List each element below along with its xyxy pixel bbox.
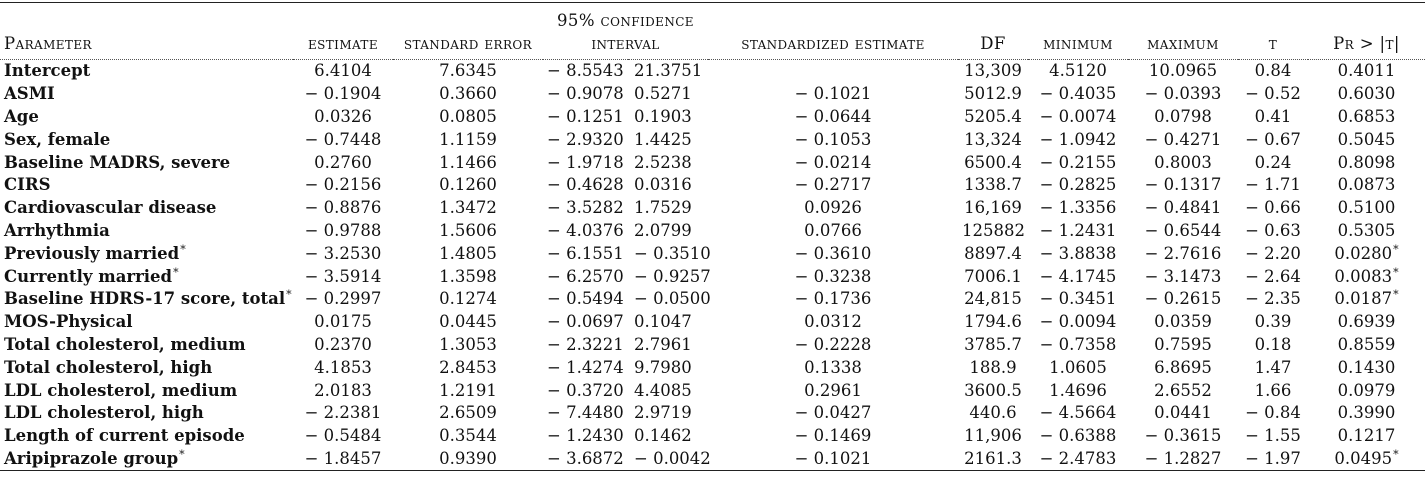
- cell-maximum: − 0.4841: [1144, 198, 1222, 218]
- cell-minimum: − 0.7358: [1039, 334, 1117, 354]
- cell-ci-upper: − 0.0500: [634, 289, 711, 309]
- cell-standardized-estimate: [708, 60, 958, 83]
- table-row: [0, 151, 1425, 174]
- cell-ci-upper: 1.4425: [634, 129, 692, 149]
- table-row: [0, 174, 1425, 197]
- cell-standardized-estimate: − 0.3610: [794, 243, 872, 263]
- cell-estimate: 6.4104: [314, 61, 372, 81]
- cell-t: − 1.71: [1245, 175, 1301, 195]
- cell-maximum: 0.0359: [1154, 312, 1212, 332]
- cell-p-value: [1308, 174, 1425, 197]
- cell-parameter: [0, 288, 293, 311]
- cell-standard-error: 2.8453: [439, 357, 497, 377]
- cell-standard-error: 1.3472: [439, 198, 497, 218]
- cell-ci-upper: 0.1903: [634, 106, 692, 126]
- parameter-label: Previously married: [4, 243, 180, 263]
- cell-p-value: [1308, 425, 1425, 448]
- cell-df: 16,169: [964, 198, 1022, 218]
- table-row: [0, 242, 1425, 265]
- cell-parameter: [0, 242, 293, 265]
- cell-standardized-estimate: − 0.0214: [794, 152, 872, 172]
- cell-estimate: − 0.7448: [304, 129, 382, 149]
- cell-t: − 0.66: [1245, 198, 1301, 218]
- significance-marker: *: [173, 265, 179, 279]
- cell-standardized-estimate: − 0.1736: [794, 289, 872, 309]
- cell-standardized-estimate: 0.2961: [804, 380, 862, 400]
- cell-minimum: − 2.4783: [1028, 448, 1128, 471]
- cell-ci-lower: − 0.9078: [547, 84, 624, 104]
- cell-df: 1338.7: [964, 175, 1022, 195]
- cell-t: 0.39: [1254, 312, 1292, 332]
- cell-estimate: − 0.2997: [304, 289, 382, 309]
- cell-parameter: [0, 106, 293, 129]
- cell-standardized-estimate: 0.0312: [804, 312, 862, 332]
- cell-ci-lower: − 0.1251: [547, 106, 624, 126]
- cell-ci-lower: − 0.0697: [547, 312, 624, 332]
- cell-ci-lower: − 2.3221: [547, 334, 624, 354]
- cell-df: 8897.4: [964, 243, 1022, 263]
- cell-ci-upper: − 0.0042: [628, 448, 708, 471]
- cell-p-value: [1308, 128, 1425, 151]
- cell-p-value: [1308, 197, 1425, 220]
- cell-p-value: [1308, 151, 1425, 174]
- cell-maximum: 0.0798: [1154, 106, 1212, 126]
- parameter-label: Baseline MADRS, severe: [4, 152, 231, 172]
- cell-estimate: − 0.8876: [304, 198, 382, 218]
- cell-estimate: − 0.2156: [304, 175, 382, 195]
- cell-parameter: [0, 334, 293, 357]
- table-row: [0, 197, 1425, 220]
- parameter-label: Sex, female: [4, 129, 111, 149]
- header-confidence-interval: [543, 3, 708, 60]
- cell-minimum: − 0.2155: [1039, 152, 1117, 172]
- cell-t: 0.41: [1254, 106, 1292, 126]
- cell-df: 6500.4: [964, 152, 1022, 172]
- significance-marker: *: [1393, 265, 1399, 279]
- cell-maximum: − 0.1317: [1144, 175, 1222, 195]
- cell-ci-lower: − 0.4628: [547, 175, 624, 195]
- cell-p-value: [1308, 379, 1425, 402]
- cell-standardized-estimate: − 0.2228: [794, 334, 872, 354]
- cell-df: 3600.5: [964, 380, 1022, 400]
- cell-p-value: [1308, 402, 1425, 425]
- cell-standard-error: 1.3053: [439, 334, 497, 354]
- header-minimum: minimum: [1028, 3, 1128, 60]
- p-value-text: 0.0873: [1337, 175, 1396, 195]
- cell-df: 13,324: [964, 129, 1022, 149]
- cell-ci-upper: 2.0799: [634, 220, 692, 240]
- cell-standardized-estimate: − 0.1469: [794, 426, 872, 446]
- cell-ci-lower: − 1.4274: [547, 357, 624, 377]
- cell-parameter: [0, 311, 293, 334]
- cell-ci-lower: − 0.5494: [547, 289, 624, 309]
- cell-estimate: − 2.2381: [304, 403, 382, 423]
- cell-standardized-estimate: 0.1338: [804, 357, 862, 377]
- cell-minimum: − 0.0094: [1039, 312, 1117, 332]
- p-value-text: 0.6939: [1337, 312, 1396, 332]
- cell-minimum: − 1.2431: [1039, 220, 1117, 240]
- significance-marker: *: [286, 288, 292, 302]
- cell-estimate: − 0.5484: [304, 426, 382, 446]
- cell-p-value: [1308, 60, 1425, 83]
- cell-ci-lower: − 1.2430: [547, 426, 624, 446]
- cell-maximum: − 2.7616: [1144, 243, 1222, 263]
- cell-ci-upper: 4.4085: [634, 380, 692, 400]
- cell-p-value: [1308, 242, 1425, 265]
- cell-maximum: − 0.4271: [1144, 129, 1222, 149]
- cell-t: 0.24: [1254, 152, 1292, 172]
- cell-standard-error: 0.0805: [439, 106, 497, 126]
- p-value-text: 0.0083: [1334, 266, 1393, 286]
- cell-ci-lower: − 0.3720: [547, 380, 624, 400]
- parameter-label: ASMI: [4, 84, 55, 104]
- cell-t: − 1.55: [1245, 426, 1301, 446]
- header-df: DF: [958, 3, 1028, 60]
- table-row: [0, 356, 1425, 379]
- cell-standard-error: 1.4805: [439, 243, 497, 263]
- parameter-label: Age: [4, 106, 39, 126]
- parameter-label: LDL cholesterol, medium: [4, 380, 238, 400]
- cell-df: 7006.1: [964, 266, 1022, 286]
- p-value-text: 0.5045: [1337, 129, 1396, 149]
- cell-t: 0.18: [1254, 334, 1292, 354]
- cell-maximum: 0.7595: [1154, 334, 1212, 354]
- table-row: [0, 128, 1425, 151]
- table-row: [0, 425, 1425, 448]
- cell-ci-lower: − 3.5282: [547, 198, 624, 218]
- cell-t: − 1.97: [1238, 448, 1308, 471]
- p-value-text: 0.0495: [1334, 448, 1393, 468]
- cell-ci-lower: − 7.4480: [547, 403, 624, 423]
- p-value-text: 0.0187: [1334, 289, 1393, 309]
- header-ci-line2: interval: [591, 34, 660, 53]
- cell-maximum: − 1.2827: [1128, 448, 1238, 471]
- cell-standardized-estimate: 0.0926: [804, 198, 862, 218]
- cell-ci-upper: 0.5271: [634, 84, 692, 104]
- cell-standard-error: 1.1159: [439, 129, 497, 149]
- cell-standard-error: 1.1466: [439, 152, 497, 172]
- cell-standard-error: 2.6509: [439, 403, 497, 423]
- significance-marker: *: [1393, 447, 1399, 461]
- cell-estimate: − 0.1904: [304, 84, 382, 104]
- p-value-text: 0.6030: [1337, 84, 1396, 104]
- cell-p-value: [1308, 106, 1425, 129]
- cell-parameter: [0, 425, 293, 448]
- cell-maximum: 10.0965: [1148, 61, 1218, 81]
- cell-ci-lower: − 8.5543: [547, 61, 624, 81]
- cell-minimum: − 4.1745: [1039, 266, 1117, 286]
- table-row: [0, 83, 1425, 106]
- p-value-text: 0.4011: [1337, 61, 1396, 81]
- cell-standard-error: 0.0445: [439, 312, 497, 332]
- cell-ci-upper: 0.1047: [634, 312, 692, 332]
- cell-parameter: [0, 379, 293, 402]
- parameter-label: CIRS: [4, 175, 51, 195]
- header-parameter: Parameter: [0, 3, 293, 60]
- table-row: [0, 265, 1425, 288]
- cell-maximum: − 0.6544: [1144, 220, 1222, 240]
- cell-p-value: [1308, 288, 1425, 311]
- table-row: [0, 288, 1425, 311]
- cell-ci-upper: 21.3751: [634, 61, 703, 81]
- header-ci-line1: 95% confidence: [557, 11, 694, 30]
- cell-parameter: [0, 356, 293, 379]
- cell-estimate: − 3.5914: [304, 266, 382, 286]
- significance-marker: *: [179, 447, 185, 461]
- cell-maximum: 0.0441: [1154, 403, 1212, 423]
- cell-standard-error: 1.3598: [439, 266, 497, 286]
- cell-df: 24,815: [964, 289, 1022, 309]
- cell-p-value: [1308, 220, 1425, 243]
- cell-minimum: − 1.0942: [1039, 129, 1117, 149]
- cell-estimate: 0.0175: [314, 312, 372, 332]
- cell-minimum: 4.5120: [1049, 61, 1107, 81]
- parameter-label: Total cholesterol, medium: [4, 334, 246, 354]
- cell-p-value: [1308, 83, 1425, 106]
- cell-parameter: [0, 128, 293, 151]
- cell-estimate: − 1.8457: [293, 448, 393, 471]
- cell-ci-lower: − 4.0376: [547, 220, 624, 240]
- p-value-text: 0.0280: [1334, 243, 1393, 263]
- cell-minimum: − 0.6388: [1039, 426, 1117, 446]
- cell-estimate: − 3.2530: [304, 243, 382, 263]
- cell-standard-error: 1.2191: [439, 380, 497, 400]
- p-value-text: 0.6853: [1337, 106, 1396, 126]
- p-value-text: 0.5100: [1337, 198, 1396, 218]
- parameter-label: Arrhythmia: [4, 220, 110, 240]
- cell-maximum: − 0.2615: [1144, 289, 1222, 309]
- cell-minimum: − 4.5664: [1039, 403, 1117, 423]
- parameter-label: Intercept: [4, 61, 91, 81]
- cell-parameter: [0, 60, 293, 83]
- cell-df: 440.6: [969, 403, 1017, 423]
- cell-ci-upper: − 0.3510: [634, 243, 711, 263]
- table-row: [0, 220, 1425, 243]
- cell-minimum: − 0.4035: [1039, 84, 1117, 104]
- significance-marker: *: [180, 242, 186, 256]
- cell-maximum: − 0.0393: [1144, 84, 1222, 104]
- cell-parameter: [0, 197, 293, 220]
- cell-t: − 2.20: [1245, 243, 1301, 263]
- cell-ci-lower: − 2.9320: [547, 129, 624, 149]
- cell-minimum: − 0.0074: [1039, 106, 1117, 126]
- cell-standard-error: 0.3660: [439, 84, 497, 104]
- cell-standard-error: 0.9390: [393, 448, 543, 471]
- p-value-text: 0.0979: [1337, 380, 1396, 400]
- cell-df: 125882: [962, 220, 1025, 240]
- cell-standardized-estimate: − 0.1021: [794, 84, 872, 104]
- cell-t: − 0.63: [1245, 220, 1301, 240]
- cell-estimate: 2.0183: [314, 380, 372, 400]
- cell-ci-upper: 1.7529: [634, 198, 692, 218]
- cell-ci-upper: 2.5238: [634, 152, 692, 172]
- cell-maximum: − 0.3615: [1144, 426, 1222, 446]
- significance-marker: *: [1393, 288, 1399, 302]
- parameter-label: Currently married: [4, 266, 173, 286]
- header-standardized-estimate: standardized estimate: [708, 3, 958, 60]
- cell-maximum: 6.8695: [1154, 357, 1212, 377]
- cell-p-value: [1308, 334, 1425, 357]
- header-standard-error: standard error: [393, 3, 543, 60]
- parameter-label: Length of current episode: [4, 426, 245, 446]
- cell-minimum: − 0.3451: [1039, 289, 1117, 309]
- cell-df: 1794.6: [964, 312, 1022, 332]
- p-value-text: 0.5305: [1337, 220, 1396, 240]
- cell-ci-upper: 2.7961: [634, 334, 692, 354]
- header-pr: Pr > |t|: [1308, 3, 1425, 60]
- p-value-text: 0.1217: [1337, 426, 1396, 446]
- cell-df: 5012.9: [964, 84, 1022, 104]
- cell-df: 188.9: [969, 357, 1017, 377]
- table-row: [0, 402, 1425, 425]
- table-row: [0, 311, 1425, 334]
- cell-parameter: [0, 448, 293, 471]
- cell-ci-lower: − 6.1551: [547, 243, 624, 263]
- cell-t: − 2.35: [1245, 289, 1301, 309]
- table-body: [0, 60, 1425, 471]
- table-row: [0, 334, 1425, 357]
- parameter-label: Aripiprazole group: [4, 448, 179, 468]
- cell-ci-upper: − 0.9257: [634, 266, 711, 286]
- cell-standard-error: 0.3544: [439, 426, 497, 446]
- cell-standard-error: 1.5606: [439, 220, 497, 240]
- cell-parameter: [0, 174, 293, 197]
- p-value-text: 0.1430: [1337, 357, 1396, 377]
- cell-maximum: 0.8003: [1154, 152, 1212, 172]
- cell-minimum: − 3.8838: [1039, 243, 1117, 263]
- parameter-label: Cardiovascular disease: [4, 198, 217, 218]
- cell-maximum: − 3.1473: [1144, 266, 1222, 286]
- cell-ci-lower: − 3.6872: [543, 448, 628, 471]
- cell-standardized-estimate: − 0.1053: [794, 129, 872, 149]
- cell-parameter: [0, 151, 293, 174]
- cell-standard-error: 7.6345: [439, 61, 497, 81]
- cell-p-value: [1308, 448, 1425, 471]
- cell-estimate: 0.2370: [314, 334, 372, 354]
- cell-t: − 2.64: [1245, 266, 1301, 286]
- cell-standardized-estimate: − 0.0427: [794, 403, 872, 423]
- cell-standardized-estimate: − 0.1021: [708, 448, 958, 471]
- cell-df: 5205.4: [964, 106, 1022, 126]
- cell-t: − 0.52: [1245, 84, 1301, 104]
- cell-standardized-estimate: − 0.3238: [794, 266, 872, 286]
- cell-minimum: − 1.3356: [1039, 198, 1117, 218]
- cell-ci-upper: 2.9719: [634, 403, 692, 423]
- cell-estimate: 0.2760: [314, 152, 372, 172]
- cell-df: 3785.7: [964, 334, 1022, 354]
- cell-t: − 0.84: [1245, 403, 1301, 423]
- header-maximum: maximum: [1128, 3, 1238, 60]
- cell-t: 1.47: [1254, 357, 1292, 377]
- cell-df: 13,309: [964, 61, 1022, 81]
- cell-t: 0.84: [1254, 61, 1292, 81]
- header-estimate: estimate: [293, 3, 393, 60]
- regression-results-table: [0, 2, 1425, 471]
- parameter-label: Total cholesterol, high: [4, 357, 213, 377]
- cell-ci-upper: 0.1462: [634, 426, 692, 446]
- cell-t: 1.66: [1254, 380, 1292, 400]
- cell-parameter: [0, 83, 293, 106]
- cell-df: 11,906: [964, 426, 1022, 446]
- cell-parameter: [0, 220, 293, 243]
- cell-ci-upper: 9.7980: [634, 357, 692, 377]
- cell-ci-lower: − 1.9718: [547, 152, 624, 172]
- significance-marker: *: [1393, 242, 1399, 256]
- cell-estimate: 4.1853: [314, 357, 372, 377]
- cell-ci-upper: 0.0316: [634, 175, 692, 195]
- header-t: t: [1238, 3, 1308, 60]
- header-row: [0, 3, 1425, 60]
- p-value-text: 0.8098: [1337, 152, 1396, 172]
- table-row: [0, 106, 1425, 129]
- p-value-text: 0.3990: [1337, 403, 1396, 423]
- cell-t: − 0.67: [1245, 129, 1301, 149]
- cell-standard-error: 0.1260: [439, 175, 497, 195]
- parameter-label: Baseline HDRS-17 score, total: [4, 289, 286, 309]
- cell-p-value: [1308, 311, 1425, 334]
- cell-df: 2161.3: [958, 448, 1028, 471]
- cell-estimate: 0.0326: [314, 106, 372, 126]
- table-row: [0, 448, 1425, 471]
- cell-p-value: [1308, 265, 1425, 288]
- cell-ci-lower: − 6.2570: [547, 266, 624, 286]
- cell-p-value: [1308, 356, 1425, 379]
- cell-parameter: [0, 402, 293, 425]
- cell-maximum: 2.6552: [1154, 380, 1212, 400]
- cell-minimum: − 0.2825: [1039, 175, 1117, 195]
- cell-standardized-estimate: − 0.0644: [794, 106, 872, 126]
- cell-minimum: 1.0605: [1049, 357, 1107, 377]
- cell-parameter: [0, 265, 293, 288]
- cell-minimum: 1.4696: [1049, 380, 1107, 400]
- parameter-label: MOS-Physical: [4, 312, 133, 332]
- table-row: [0, 60, 1425, 83]
- cell-standardized-estimate: − 0.2717: [794, 175, 872, 195]
- cell-standard-error: 0.1274: [439, 289, 497, 309]
- cell-standardized-estimate: 0.0766: [804, 220, 862, 240]
- p-value-text: 0.8559: [1337, 334, 1396, 354]
- parameter-label: LDL cholesterol, high: [4, 403, 204, 423]
- cell-estimate: − 0.9788: [304, 220, 382, 240]
- table-row: [0, 379, 1425, 402]
